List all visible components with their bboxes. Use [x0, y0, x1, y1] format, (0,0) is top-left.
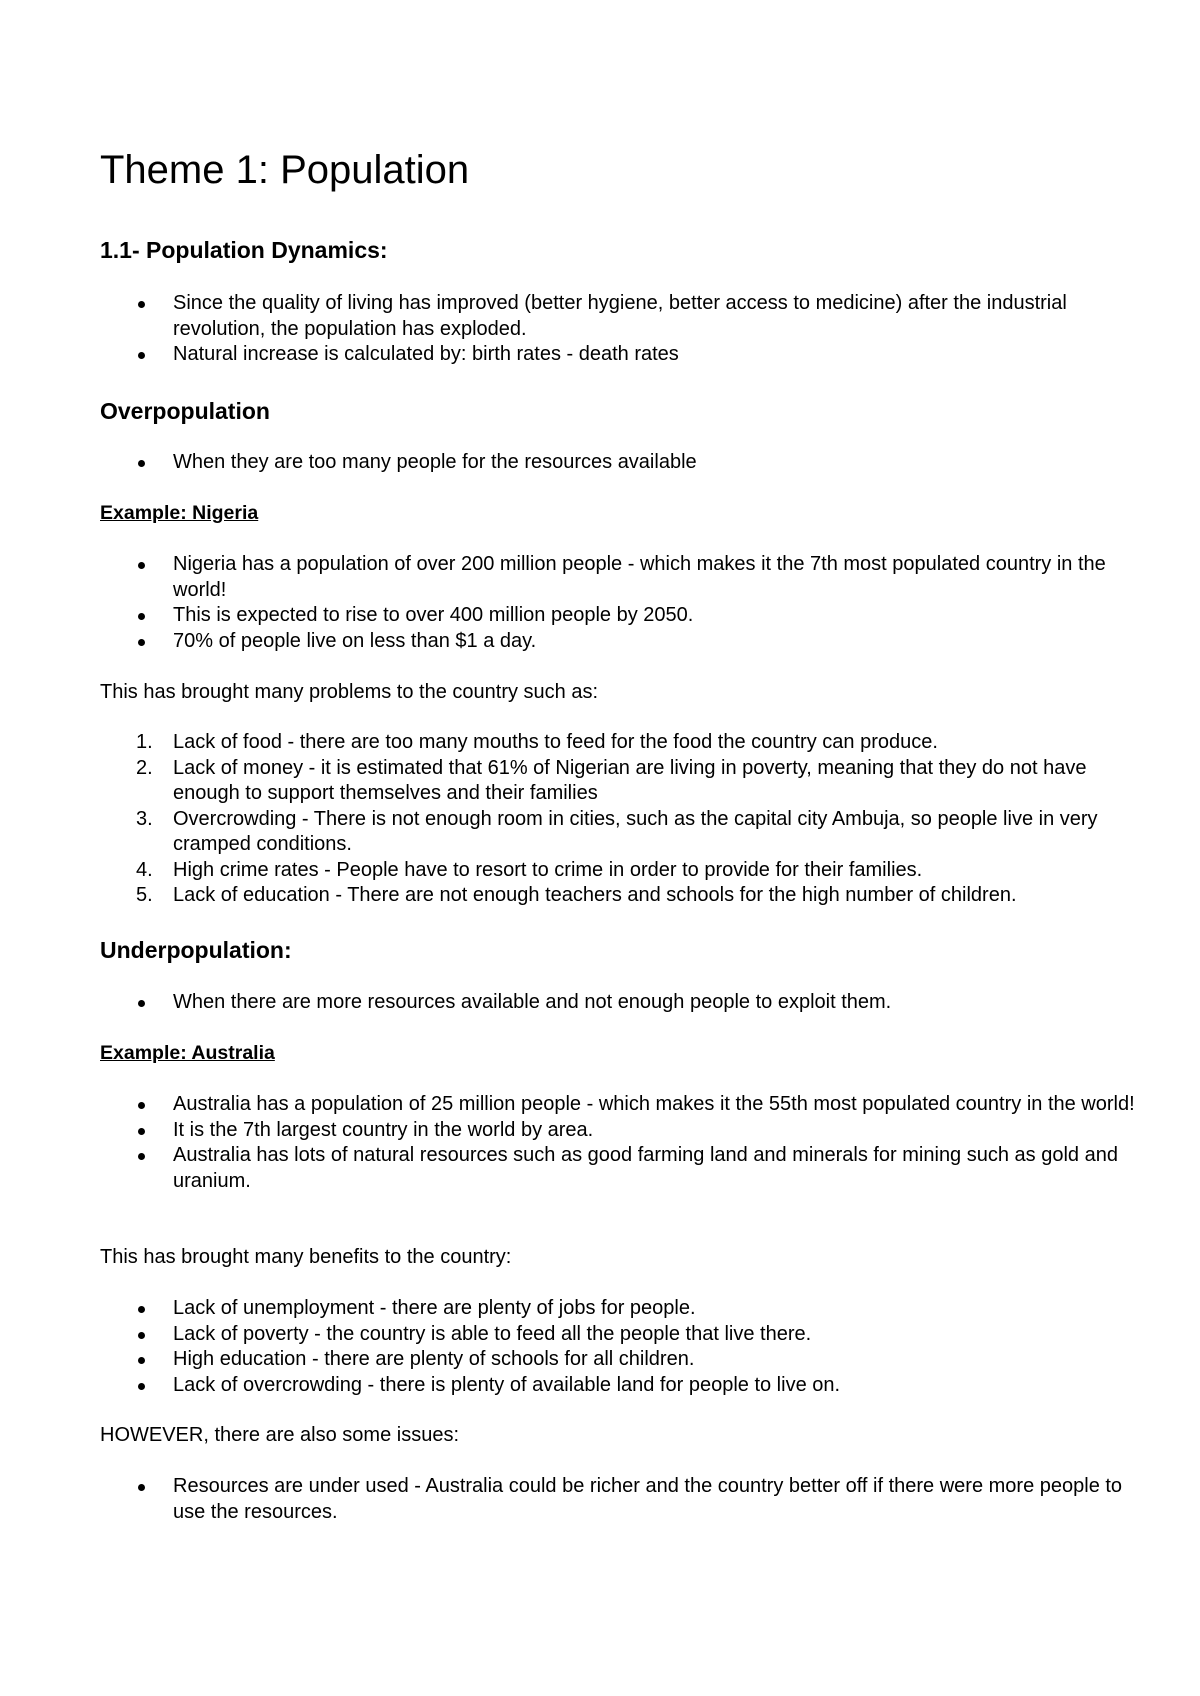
page-title: Theme 1: Population — [100, 148, 470, 192]
list-item: It is the 7th largest country in the world by area. — [100, 1118, 1140, 1144]
population-dynamics-list — [100, 291, 1140, 368]
list-item: Lack of poverty - the country is able to feed all the people that live there. — [100, 1322, 1140, 1348]
nigeria-facts-list — [100, 552, 1140, 654]
list-item — [100, 730, 1140, 756]
example-heading-australia: Example: Australia — [100, 1042, 275, 1064]
list-item — [100, 883, 1140, 909]
list-number: 3. — [136, 807, 153, 830]
australia-facts-list — [100, 1092, 1140, 1194]
list-item-text: Overcrowding - There is not enough room in cities, such as the capital city Ambuja, so people live in very cramped conditions. — [173, 807, 1098, 855]
list-item-text: Lack of food - there are too many mouths to feed for the food the country can produce. — [173, 731, 938, 753]
list-item: Natural increase is calculated by: birth rates - death rates — [100, 342, 1140, 368]
section-heading-overpopulation: Overpopulation — [100, 398, 270, 424]
list-item — [100, 807, 1140, 858]
issues-intro: HOWEVER, there are also some issues: — [100, 1424, 460, 1446]
section-heading-underpopulation: Underpopulation: — [100, 937, 292, 963]
underpopulation-definition-list — [100, 990, 1140, 1016]
list-item: High education - there are plenty of schools for all children. — [100, 1347, 1140, 1373]
list-item: Since the quality of living has improved (better hygiene, better access to medicine) after the industrial revolution, the population has exploded. — [100, 291, 1140, 342]
list-item: When they are too many people for the resources available — [100, 450, 1140, 476]
australia-issues-list — [100, 1474, 1140, 1525]
problems-intro: This has brought many problems to the country such as: — [100, 681, 599, 703]
overpopulation-definition-list — [100, 450, 1140, 476]
list-number: 2. — [136, 756, 153, 779]
list-item: Lack of overcrowding - there is plenty of available land for people to live on. — [100, 1373, 1140, 1399]
list-number: 1. — [136, 731, 153, 753]
list-item-text: Lack of education - There are not enough teachers and schools for the high number of children. — [173, 884, 1017, 906]
list-number: 5. — [136, 884, 153, 906]
list-item: Resources are under used - Australia could be richer and the country better off if there were more people to use the resources. — [100, 1474, 1140, 1525]
nigeria-problems-list — [100, 730, 1140, 909]
list-number: 4. — [136, 858, 153, 881]
australia-benefits-list — [100, 1296, 1140, 1398]
list-item-text: Lack of money - it is estimated that 61% of Nigerian are living in poverty, meaning that they do not have enough to support themselves and their families — [173, 756, 1087, 804]
list-item — [100, 756, 1140, 807]
list-item: This is expected to rise to over 400 million people by 2050. — [100, 603, 1140, 629]
example-heading-nigeria: Example: Nigeria — [100, 502, 259, 524]
list-item-text: High crime rates - People have to resort to crime in order to provide for their families. — [173, 858, 923, 881]
list-item: When there are more resources available and not enough people to exploit them. — [100, 990, 1140, 1016]
list-item: Australia has a population of 25 million people - which makes it the 55th most populated country in the world! — [100, 1092, 1140, 1118]
section-heading-population-dynamics: 1.1- Population Dynamics: — [100, 237, 388, 263]
list-item: 70% of people live on less than $1 a day. — [100, 629, 1140, 655]
list-item — [100, 858, 1140, 884]
benefits-intro: This has brought many benefits to the country: — [100, 1246, 512, 1268]
list-item: Nigeria has a population of over 200 million people - which makes it the 7th most populated country in the world! — [100, 552, 1140, 603]
list-item: Lack of unemployment - there are plenty of jobs for people. — [100, 1296, 1140, 1322]
list-item: Australia has lots of natural resources such as good farming land and minerals for mining such as gold and uranium. — [100, 1143, 1140, 1194]
